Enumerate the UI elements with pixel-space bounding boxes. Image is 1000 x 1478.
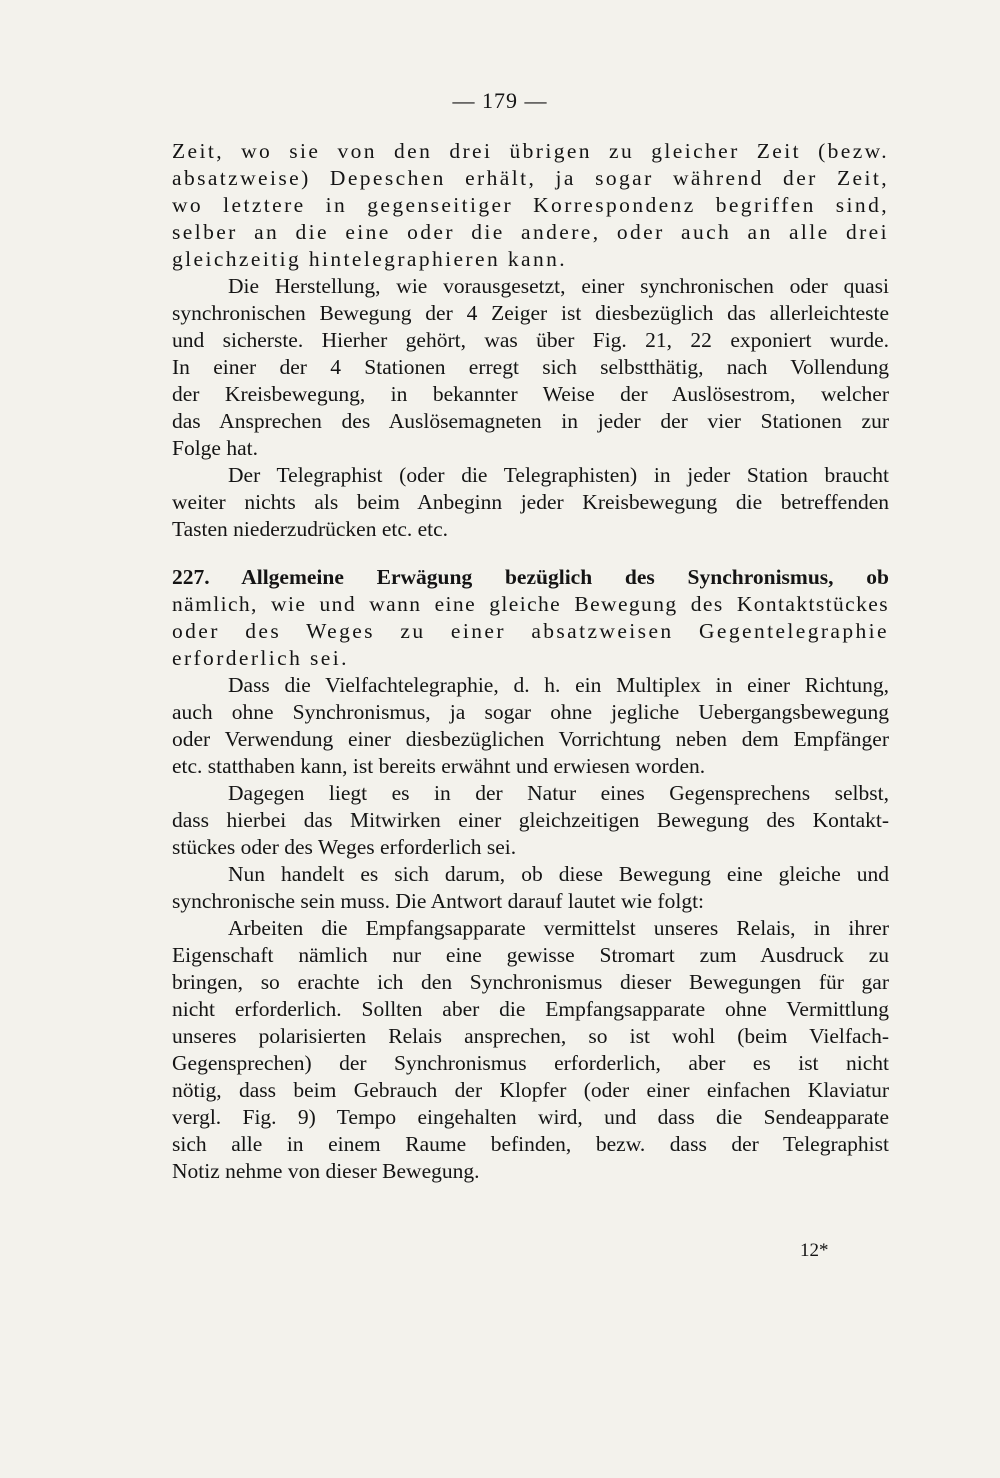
text-line: das Ansprechen des Auslösemagneten in jeder der vier Stationen zur [172,409,889,433]
text-line: Dass die Vielfachtelegraphie, d. h. ein Multiplex in einer Richtung, [228,673,889,697]
text-line: wo letztere in gegenseitiger Korrespondenz begriffen sind, [172,193,889,217]
text-line: sich alle in einem Raume befinden, bezw. dass der Telegraphist [172,1132,889,1156]
text-line: unseres polarisierten Relais ansprechen, so ist wohl (beim Vielfach- [172,1024,889,1048]
text-line: absatzweise) Depeschen erhält, ja sogar während der Zeit, [172,166,889,190]
text-line: Arbeiten die Empfangsapparate vermittelst unseres Relais, in ihrer [228,916,889,940]
text-line: Der Telegraphist (oder die Telegraphisten) in jeder Station braucht [228,463,889,487]
page-number: — 179 — [452,88,548,113]
text-line: nicht erforderlich. Sollten aber die Empfangsapparate ohne Vermittlung [172,997,889,1021]
text-line: Tasten niederzudrücken etc. etc. [172,517,449,541]
text-line: dass hierbei das Mitwirken einer gleichzeitigen Bewegung des Kontakt- [172,808,889,832]
text-line: vergl. Fig. 9) Tempo eingehalten wird, und dass die Sendeapparate [172,1105,889,1129]
text-line: der Kreisbewegung, in bekannter Weise der Auslösestrom, welcher [172,382,889,406]
text-line: synchronischen Bewegung der 4 Zeiger ist diesbezüglich das allerleichteste [172,301,889,325]
text-line: nämlich, wie und wann eine gleiche Bewegung des Kontaktstückes [172,592,889,616]
text-line: Eigenschaft nämlich nur eine gewisse Stromart zum Ausdruck zu [172,943,889,967]
text-line: weiter nichts als beim Anbeginn jeder Kreisbewegung die betreffenden [172,490,889,514]
text-line: Gegensprechen) der Synchronismus erforderlich, aber es ist nicht [172,1051,889,1075]
text-line: auch ohne Synchronismus, ja sogar ohne jegliche Uebergangsbewegung [172,700,889,724]
text-line: Die Herstellung, wie vorausgesetzt, einer synchronischen oder quasi [228,274,889,298]
text-line: selber an die eine oder die andere, oder auch an alle drei [172,220,889,244]
text-line: oder Verwendung einer diesbezüglichen Vorrichtung neben dem Empfänger [172,727,889,751]
text-line: Folge hat. [172,436,258,460]
text-line: synchronische sein muss. Die Antwort darauf lautet wie folgt: [172,889,705,913]
text-line: Nun handelt es sich darum, ob diese Bewegung eine gleiche und [228,862,889,886]
text-line: oder des Weges zu einer absatzweisen Gegentelegraphie [172,619,889,643]
text-body [172,138,889,1185]
section-heading-227: 227. Allgemeine Erwägung bezüglich des Synchronismus, ob [172,565,889,589]
text-line: In einer der 4 Stationen erregt sich selbstthätig, nach Vollendung [172,355,889,379]
text-line: stückes oder des Weges erforderlich sei. [172,835,517,859]
text-line: erforderlich sei. [172,646,349,670]
text-line: etc. statthaben kann, ist bereits erwähnt und erwiesen worden. [172,754,706,778]
text-line: und sicherste. Hierher gehört, was über Fig. 21, 22 exponiert wurde. [172,328,889,352]
text-line: nötig, dass beim Gebrauch der Klopfer (oder einer einfachen Klaviatur [172,1078,889,1102]
signature-mark: 12* [800,1240,829,1261]
text-line: bringen, so erachte ich den Synchronismus dieser Bewegungen für gar [172,970,889,994]
text-line: Zeit, wo sie von den drei übrigen zu gleicher Zeit (bezw. [172,139,889,163]
text-line: Notiz nehme von dieser Bewegung. [172,1159,480,1183]
text-line: gleichzeitig hintelegraphieren kann. [172,247,568,271]
text-line: Dagegen liegt es in der Natur eines Gegensprechens selbst, [228,781,889,805]
